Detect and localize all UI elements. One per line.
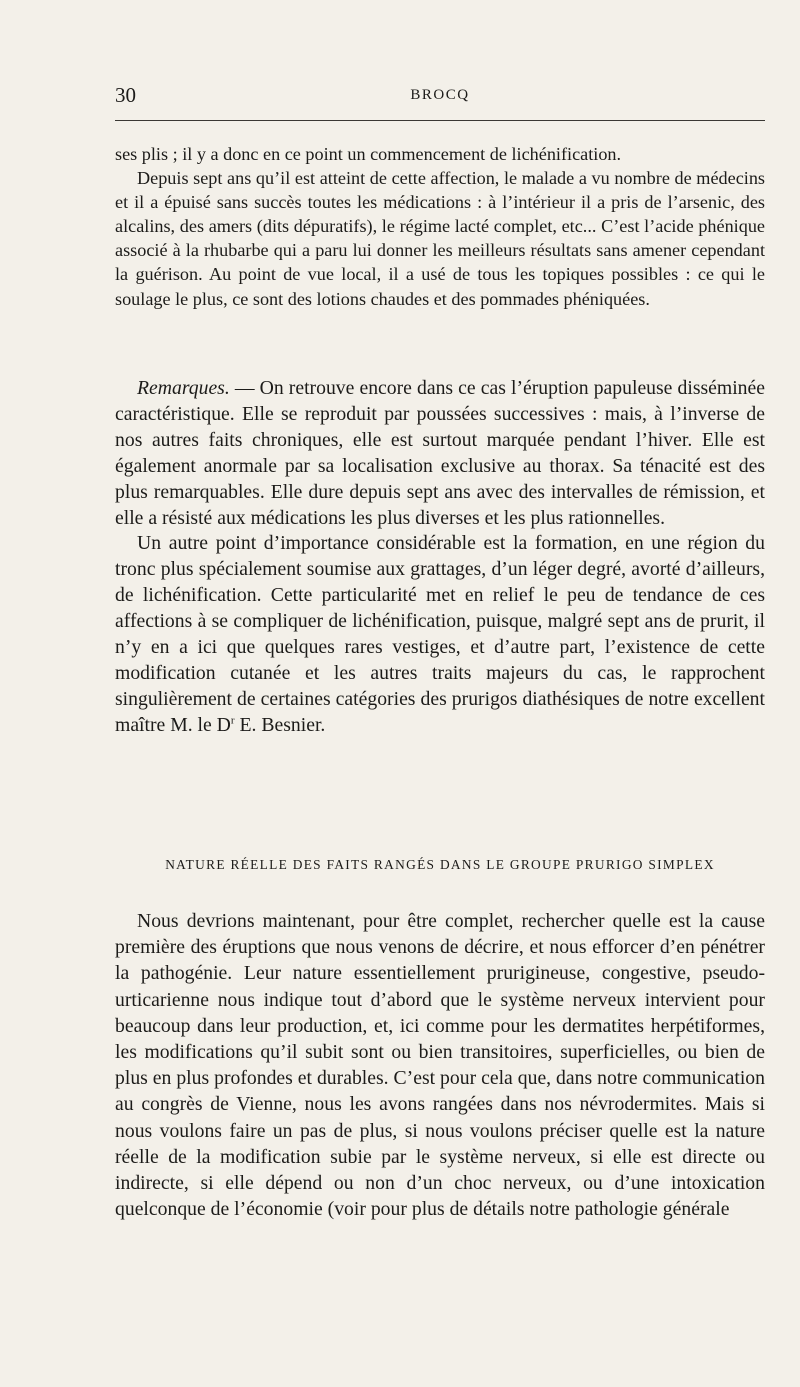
remarks-second-paragraph — [115, 531, 765, 738]
case-paragraph: Depuis sept ans qu’il est atteint de cette affection, le malade a vu nombre de médecins et il a épuisé sans succès toutes les médications : à l’intérieur il a pris de l’arsenic, des alcalins, des amers (dits dépuratifs), le régime lacté complet, etc... C’est l’acide phénique associé à la rhubarbe qui a paru lui donner les meilleurs résultats sans amener cependant la guérison. Au point de vue local, il a usé de tous les topiques possibles : ce qui le soulage le plus, ce sont des lotions chaudes et des pommades phéniquées. — [115, 168, 765, 309]
nature-section — [115, 908, 765, 1222]
header-rule — [115, 120, 765, 121]
page-number: 30 — [115, 83, 136, 107]
remarks-section — [115, 376, 765, 739]
section-paragraph: Nous devrions maintenant, pour être complet, rechercher quelle est la cause première des éruptions que nous venons de décrire, et nous efforcer d’en pénétrer la pathogénie. Leur nature essentiellement prurigineuse, congestive, pseudo-urticarienne nous indique tout d’abord que le système nerveux intervient pour beaucoup dans leur production, et, ici comme pour les dermatites herpétiformes, les modifications qu’il subit sont ou bien transitoires, superficielles, ou bien de plus en plus profondes et durables. C’est pour cela que, dans notre communication au congrès de Vienne, nous les avons rangées dans nos névrodermites. Mais si nous voulons faire un pas de plus, si nous voulons préciser quelle est la nature réelle de la modification subie par le système nerveux, si elle est directe ou indirecte, si elle dépend ou non d’un choc nerveux, ou d’une intoxication quelconque de l’économie (voir pour plus de détails notre pathologie générale — [115, 910, 765, 1221]
remarks-lead: Remarques. — [137, 377, 230, 399]
remarks-second-end: E. Besnier. — [234, 713, 326, 736]
section-heading: NATURE RÉELLE DES FAITS RANGÉS DANS LE GROUPE PRURIGO SIMPLEX — [165, 857, 715, 872]
remarks-paragraph — [115, 376, 765, 531]
case-notes — [115, 142, 765, 311]
running-title: BROCQ — [410, 87, 470, 103]
continued-paragraph: ses plis ; il y a donc en ce point un commencement de lichénification. — [115, 144, 622, 164]
doctor-abbrev-sup: r — [230, 714, 235, 727]
remarks-text: — On retrouve encore dans ce cas l’éruption papuleuse disséminée caractéristique. Elle se reproduit par poussées successives : mais, à l’inverse de nos autres faits chroniques, elle est surtout marquée pendant l’hiver. Elle est également anormale par sa localisation exclusive au thorax. Sa ténacité est des plus remarquables. Elle dure depuis sept ans avec des intervalles de rémission, et elle a résisté aux médications les plus diverses et les plus rationnelles. — [115, 377, 765, 529]
page-header — [115, 83, 765, 113]
remarks-second-text: Un autre point d’importance considérable est la formation, en une région du tronc plus spécialement soumise aux grattages, d’un léger degré, avorté d’ailleurs, de lichénification. Cette particularité met en relief le peu de tendance de ces affections à se compliquer de lichénification, puisque, malgré sept ans de prurit, il n’y en a ici que quelques rares vestiges, et d’autre part, l’existence de cette modification cutanée et les autres traits majeurs du cas, le rapprochent singulièrement de certaines catégories des prurigos diathésiques de notre excellent maître M. le D — [115, 532, 765, 736]
